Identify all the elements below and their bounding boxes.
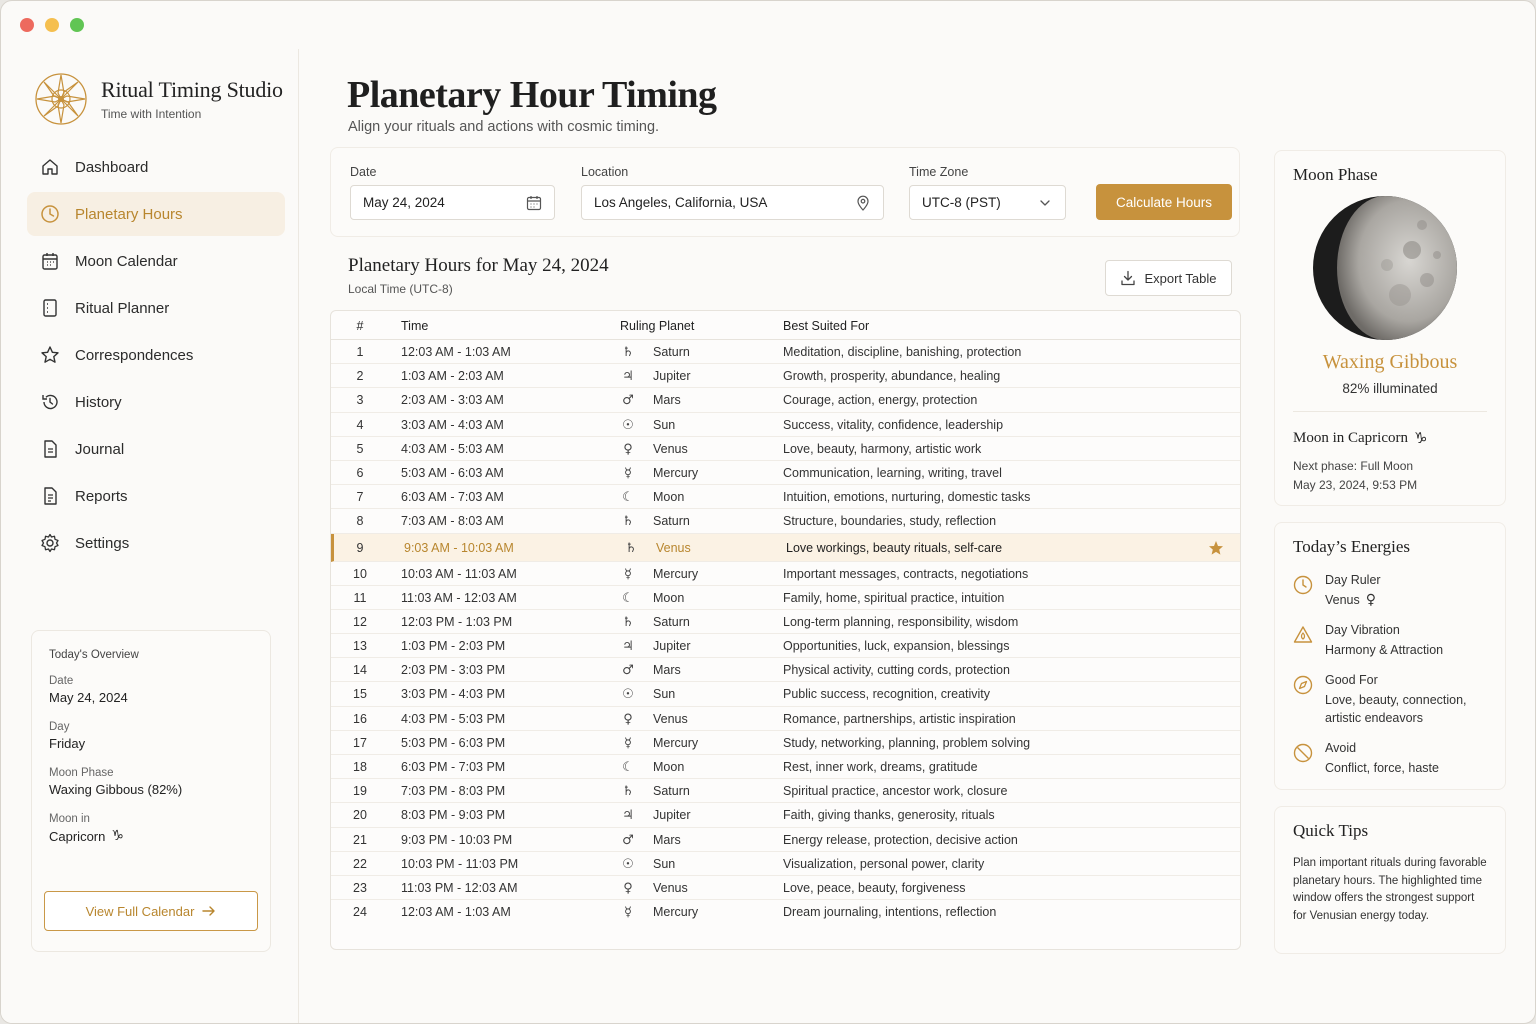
table-title: Planetary Hours for May 24, 2024 [348, 255, 609, 276]
todays-overview-card [31, 630, 271, 952]
table-row[interactable] [331, 485, 1240, 509]
row-planet: Jupiter [653, 639, 691, 654]
sidebar-item-label: Dashboard [75, 158, 149, 176]
energy-value: Love, beauty, connection, artistic endeavors [1325, 693, 1467, 725]
export-table-label: Export Table [1144, 270, 1217, 286]
next-phase-label: Next phase: Full Moon [1293, 459, 1414, 473]
row-planet: Sun [653, 856, 676, 871]
moon-phase-panel [1274, 150, 1506, 506]
row-planet: Saturn [653, 345, 690, 359]
row-planet: Saturn [653, 614, 690, 629]
table-row-highlighted[interactable] [331, 534, 1240, 562]
moon-phase-title: Moon Phase [1293, 165, 1378, 184]
row-planet: Moon [653, 490, 685, 505]
planet-symbol-icon: ♂ [622, 393, 634, 409]
row-best-suited-for: Romance, partnerships, artistic inspiration [783, 711, 1016, 726]
row-best-suited-for: Structure, boundaries, study, reflection [783, 514, 997, 529]
row-number: 13 [353, 639, 367, 654]
overview-moon-in-row [49, 828, 253, 844]
row-number: 17 [353, 735, 367, 750]
planetary-hours-table [330, 310, 1241, 950]
row-number: 15 [353, 687, 367, 702]
quick-tips-text: Plan important rituals during favorable planetary hours. The highlighted time window offers the strongest support for Venusian energy today. [1293, 857, 1487, 922]
planet-symbol-icon: ☾ [622, 760, 634, 775]
row-planet: Saturn [653, 514, 690, 529]
overview-moon-in-label: Moon in [49, 813, 90, 825]
prohibited-icon [1293, 743, 1313, 763]
location-value: Los Angeles, California, USA [594, 195, 768, 210]
sidebar-item-journal[interactable] [27, 427, 285, 471]
calculate-hours-button[interactable]: Calculate Hours [1096, 184, 1232, 220]
header-time: Time [401, 319, 429, 333]
row-planet: Moon [653, 760, 685, 774]
title-bar [1, 1, 1535, 49]
calendar-icon [39, 250, 61, 272]
moon-illumination: 82% illuminated [1342, 381, 1438, 396]
timezone-select[interactable] [909, 185, 1066, 220]
chevron-down-icon [1037, 195, 1053, 211]
row-best-suited-for: Public success, recognition, creativity [783, 687, 991, 702]
row-time: 3:03 AM - 4:03 AM [401, 417, 504, 432]
sidebar-item-settings[interactable] [27, 521, 285, 565]
planner-icon [39, 297, 61, 319]
energy-value: Harmony & Attraction [1325, 643, 1444, 657]
row-time: 10:03 PM - 11:03 PM [401, 856, 519, 871]
row-best-suited-for: Dream journaling, intentions, reflection [783, 905, 997, 920]
row-number: 11 [353, 590, 367, 605]
planet-symbol-icon: ♀ [623, 880, 633, 896]
row-best-suited-for: Important messages, contracts, negotiations [783, 566, 1029, 581]
export-table-button[interactable] [1105, 260, 1232, 296]
row-planet: Mars [653, 832, 681, 847]
row-best-suited-for: Courage, action, energy, protection [783, 393, 978, 408]
table-row[interactable] [331, 658, 1240, 682]
row-planet: Mars [653, 663, 681, 678]
table-row[interactable] [331, 562, 1240, 586]
row-time: 2:03 AM - 3:03 AM [401, 393, 504, 408]
overview-date-value: May 24, 2024 [49, 690, 128, 705]
energy-label: Avoid [1325, 741, 1357, 755]
row-time: 12:03 AM - 1:03 AM [401, 345, 511, 359]
row-best-suited-for: Spiritual practice, ancestor work, closure [783, 784, 1008, 799]
row-best-suited-for: Family, home, spiritual practice, intuition [783, 590, 1005, 605]
app-tagline: Time with Intention [101, 107, 202, 121]
table-row[interactable] [331, 634, 1240, 658]
row-number: 21 [353, 832, 367, 847]
sidebar-item-label: Planetary Hours [75, 205, 183, 223]
waxing-gibbous-moon-icon [1312, 195, 1458, 341]
sidebar-item-reports[interactable] [27, 474, 285, 518]
overview-day-label: Day [49, 721, 70, 733]
row-time: 3:03 PM - 4:03 PM [401, 687, 506, 702]
row-number: 3 [356, 393, 364, 408]
planet-symbol-icon: ♃ [622, 808, 634, 824]
close-window-button[interactable] [20, 18, 34, 32]
moon-divider [1293, 411, 1487, 412]
sun-star-logo-icon [33, 71, 89, 127]
row-planet: Mercury [653, 566, 699, 581]
row-planet: Sun [653, 417, 676, 432]
row-number: 20 [353, 808, 367, 823]
row-time: 7:03 AM - 8:03 AM [401, 514, 504, 529]
planet-symbol-icon: ☉ [622, 856, 634, 872]
moon-sign: Moon in Capricorn [1293, 429, 1408, 446]
row-time: 5:03 PM - 6:03 PM [401, 735, 506, 750]
table-row[interactable] [331, 437, 1240, 461]
table-row[interactable] [331, 876, 1240, 900]
location-input[interactable] [581, 185, 884, 220]
arrow-right-icon [202, 905, 216, 917]
energy-day-vibration [1293, 623, 1443, 659]
energy-day-ruler [1293, 573, 1381, 609]
row-best-suited-for: Growth, prosperity, abundance, healing [783, 369, 1001, 384]
table-row[interactable] [331, 900, 1240, 924]
row-planet: Venus [653, 711, 688, 726]
row-best-suited-for: Physical activity, cutting cords, protection [783, 663, 1010, 678]
quick-tips-panel [1274, 806, 1506, 954]
row-number: 14 [353, 663, 367, 678]
row-time: 12:03 PM - 1:03 PM [401, 614, 513, 629]
row-number: 5 [356, 441, 364, 456]
table-subtitle: Local Time (UTC-8) [348, 282, 453, 296]
row-time: 8:03 PM - 9:03 PM [401, 808, 506, 823]
planet-symbol-icon: ☿ [624, 735, 632, 751]
planet-symbol-icon: ☉ [622, 687, 634, 703]
table-row[interactable] [331, 828, 1240, 852]
planet-symbol-icon: ☿ [624, 905, 632, 921]
sidebar-item-planetary-hours[interactable] [27, 192, 285, 236]
capricorn-symbol-icon: ♑ [1413, 429, 1428, 447]
row-time: 5:03 AM - 6:03 AM [401, 465, 504, 480]
home-icon [39, 156, 61, 178]
header-num: # [356, 319, 364, 333]
date-picker[interactable] [350, 185, 555, 220]
planet-symbol-icon: ♃ [622, 639, 634, 655]
row-time: 1:03 AM - 2:03 AM [401, 369, 504, 384]
planet-symbol-icon: ☿ [624, 465, 632, 481]
app-name: Ritual Timing Studio [101, 77, 283, 102]
planet-symbol-icon: ♂ [622, 832, 634, 848]
row-time: 12:03 AM - 1:03 AM [401, 905, 511, 920]
page-title: Planetary Hour Timing [347, 74, 717, 116]
table-row[interactable] [331, 413, 1240, 437]
timezone-label: Time Zone [909, 165, 969, 179]
header-ruling-planet: Ruling Planet [620, 319, 695, 333]
row-number: 6 [356, 465, 364, 480]
reports-icon [39, 485, 61, 507]
clock-icon [39, 203, 61, 225]
planet-symbol-icon: ☾ [622, 590, 634, 606]
row-best-suited-for: Study, networking, planning, problem solving [783, 735, 1031, 750]
brand [33, 71, 283, 127]
energy-avoid [1293, 741, 1439, 777]
overview-moon-in-value: Capricorn [49, 828, 106, 844]
planet-symbol-icon: ☉ [622, 417, 634, 433]
table-row[interactable] [331, 731, 1240, 755]
compass-icon [1293, 675, 1313, 695]
main-content [299, 49, 1536, 1024]
row-time: 11:03 AM - 12:03 AM [401, 590, 517, 605]
table-row[interactable] [331, 364, 1240, 388]
energy-label: Day Ruler [1325, 573, 1381, 587]
sidebar-item-label: Journal [75, 440, 125, 458]
planet-symbol-icon: ♄ [625, 540, 637, 556]
row-time: 10:03 AM - 11:03 AM [401, 566, 517, 581]
planet-symbol-icon: ♄ [622, 514, 634, 530]
row-number: 1 [356, 345, 364, 359]
sidebar-item-moon-calendar[interactable] [27, 239, 285, 283]
row-planet: Venus [656, 540, 691, 555]
planet-symbol-icon: ♄ [622, 784, 634, 800]
next-phase-date: May 23, 2024, 9:53 PM [1293, 478, 1418, 492]
energy-value: Conflict, force, haste [1325, 761, 1439, 775]
row-best-suited-for: Opportunities, luck, expansion, blessings [783, 639, 1010, 654]
row-time: 1:03 PM - 2:03 PM [401, 639, 506, 654]
row-planet: Jupiter [653, 369, 691, 384]
table-row[interactable] [331, 586, 1240, 610]
row-number: 10 [353, 566, 367, 581]
timezone-value: UTC-8 (PST) [922, 195, 1001, 210]
row-best-suited-for: Love, peace, beauty, forgiveness [783, 880, 966, 895]
row-planet: Jupiter [653, 808, 691, 823]
row-number: 7 [356, 490, 364, 505]
row-time: 6:03 PM - 7:03 PM [401, 760, 506, 774]
quick-tips-title: Quick Tips [1293, 821, 1369, 840]
row-planet: Mercury [653, 735, 699, 750]
row-best-suited-for: Love workings, beauty rituals, self-care [786, 540, 1003, 555]
favorite-star-icon[interactable] [1208, 540, 1224, 556]
row-number: 2 [356, 369, 364, 384]
planet-symbol-icon: ☿ [624, 566, 632, 582]
row-time: 4:03 AM - 5:03 AM [401, 441, 504, 456]
minimize-window-button[interactable] [45, 18, 59, 32]
energy-value-row [1325, 591, 1381, 609]
date-label: Date [350, 165, 377, 179]
row-planet: Mars [653, 393, 681, 408]
overview-moon-phase-label: Moon Phase [49, 767, 114, 779]
gear-icon [39, 532, 61, 554]
row-time: 4:03 PM - 5:03 PM [401, 711, 506, 726]
row-number: 12 [353, 614, 367, 629]
row-number: 22 [353, 856, 367, 871]
row-planet: Venus [653, 880, 688, 895]
table-row[interactable] [331, 461, 1240, 485]
overview-day-value: Friday [49, 736, 86, 751]
table-row[interactable] [331, 682, 1240, 706]
moon-phase-name: Waxing Gibbous [1322, 351, 1458, 373]
energy-label: Day Vibration [1325, 623, 1400, 637]
planet-symbol-icon: ♀ [623, 441, 633, 457]
table-row[interactable] [331, 388, 1240, 412]
venus-symbol-icon: ♀ [1365, 592, 1377, 608]
table-row[interactable] [331, 852, 1240, 876]
row-planet: Sun [653, 687, 676, 702]
row-time: 11:03 PM - 12:03 AM [401, 880, 518, 895]
row-best-suited-for: Faith, giving thanks, generosity, rituals [783, 808, 995, 823]
view-full-calendar-label: View Full Calendar [85, 903, 195, 919]
map-pin-icon [855, 195, 871, 211]
planet-symbol-icon: ♀ [623, 711, 633, 727]
table-row[interactable] [331, 509, 1240, 533]
calendar-icon[interactable] [526, 195, 542, 211]
capricorn-symbol-icon: ♑ [111, 828, 124, 844]
row-planet: Venus [653, 441, 688, 456]
maximize-window-button[interactable] [70, 18, 84, 32]
planet-symbol-icon: ☾ [622, 490, 634, 506]
sidebar-item-label: Moon Calendar [75, 252, 178, 270]
table-row[interactable] [331, 755, 1240, 779]
moon-next-phase [1293, 457, 1417, 495]
date-value: May 24, 2024 [363, 195, 445, 210]
star-icon [39, 344, 61, 366]
header-best-suited-for: Best Suited For [783, 319, 870, 333]
controls-bar [330, 147, 1240, 237]
download-icon [1120, 270, 1136, 286]
row-planet: Moon [653, 590, 685, 605]
row-number: 9 [356, 540, 364, 555]
row-number: 19 [353, 784, 367, 799]
location-label: Location [581, 165, 629, 179]
sidebar-item-label: Correspondences [75, 346, 194, 364]
row-number: 23 [353, 880, 367, 895]
planet-symbol-icon: ♄ [622, 614, 634, 630]
sidebar-item-correspondences[interactable] [27, 333, 285, 377]
todays-energies-panel [1274, 522, 1506, 790]
row-time: 9:03 PM - 10:03 PM [401, 832, 513, 847]
row-time: 6:03 AM - 7:03 AM [401, 490, 504, 505]
energies-title: Today’s Energies [1293, 537, 1410, 556]
sidebar-item-history[interactable] [27, 380, 285, 424]
row-number: 4 [356, 417, 364, 432]
energy-value: Venus [1325, 593, 1360, 607]
overview-date-label: Date [49, 675, 74, 687]
sidebar-item-label: Settings [75, 534, 130, 552]
sidebar-item-label: History [75, 393, 122, 411]
overview-title: Today's Overview [49, 649, 139, 661]
planet-symbol-icon: ♃ [622, 369, 634, 385]
overview-moon-phase-value: Waxing Gibbous (82%) [49, 782, 183, 797]
clock-icon [1293, 575, 1313, 595]
planet-symbol-icon: ♂ [622, 663, 634, 679]
view-full-calendar-button[interactable] [44, 891, 258, 931]
history-icon [39, 391, 61, 413]
table-body [331, 340, 1240, 924]
table-row[interactable] [331, 779, 1240, 803]
row-best-suited-for: Love, beauty, harmony, artistic work [783, 441, 982, 456]
row-time: 2:03 PM - 3:03 PM [401, 663, 506, 678]
table-row[interactable] [331, 803, 1240, 827]
sidebar-item-label: Ritual Planner [75, 299, 170, 317]
row-planet: Saturn [653, 784, 690, 799]
row-best-suited-for: Energy release, protection, decisive action [783, 832, 1018, 847]
triangle-flame-icon [1293, 625, 1313, 645]
sidebar-item-label: Reports [75, 487, 128, 505]
row-number: 16 [353, 711, 367, 726]
row-best-suited-for: Communication, learning, writing, travel [783, 465, 1002, 480]
row-best-suited-for: Meditation, discipline, banishing, protection [783, 345, 1022, 359]
row-best-suited-for: Success, vitality, confidence, leadership [783, 417, 1004, 432]
journal-icon [39, 438, 61, 460]
row-time: 7:03 PM - 8:03 PM [401, 784, 506, 799]
table-row[interactable] [331, 340, 1240, 364]
table-row[interactable] [331, 707, 1240, 731]
row-number: 24 [353, 905, 367, 920]
sidebar-item-dashboard[interactable] [27, 145, 285, 189]
sidebar-nav [27, 145, 285, 568]
row-planet: Mercury [653, 905, 699, 920]
row-time: 9:03 AM - 10:03 AM [404, 540, 514, 555]
sidebar-item-ritual-planner[interactable] [27, 286, 285, 330]
moon-sign-row [1293, 429, 1427, 447]
row-best-suited-for: Visualization, personal power, clarity [783, 856, 985, 871]
planet-symbol-icon: ♄ [622, 345, 634, 360]
page-subtitle: Align your rituals and actions with cosmic timing. [348, 119, 660, 135]
sidebar [1, 49, 299, 1024]
energy-good-for [1293, 673, 1475, 727]
energy-label: Good For [1325, 673, 1378, 687]
row-best-suited-for: Rest, inner work, dreams, gratitude [783, 760, 978, 774]
row-best-suited-for: Long-term planning, responsibility, wisdom [783, 614, 1019, 629]
table-header [331, 311, 1240, 340]
row-best-suited-for: Intuition, emotions, nurturing, domestic tasks [783, 490, 1031, 505]
row-number: 8 [356, 514, 364, 529]
row-planet: Mercury [653, 465, 699, 480]
row-number: 18 [353, 760, 367, 774]
table-row[interactable] [331, 610, 1240, 634]
